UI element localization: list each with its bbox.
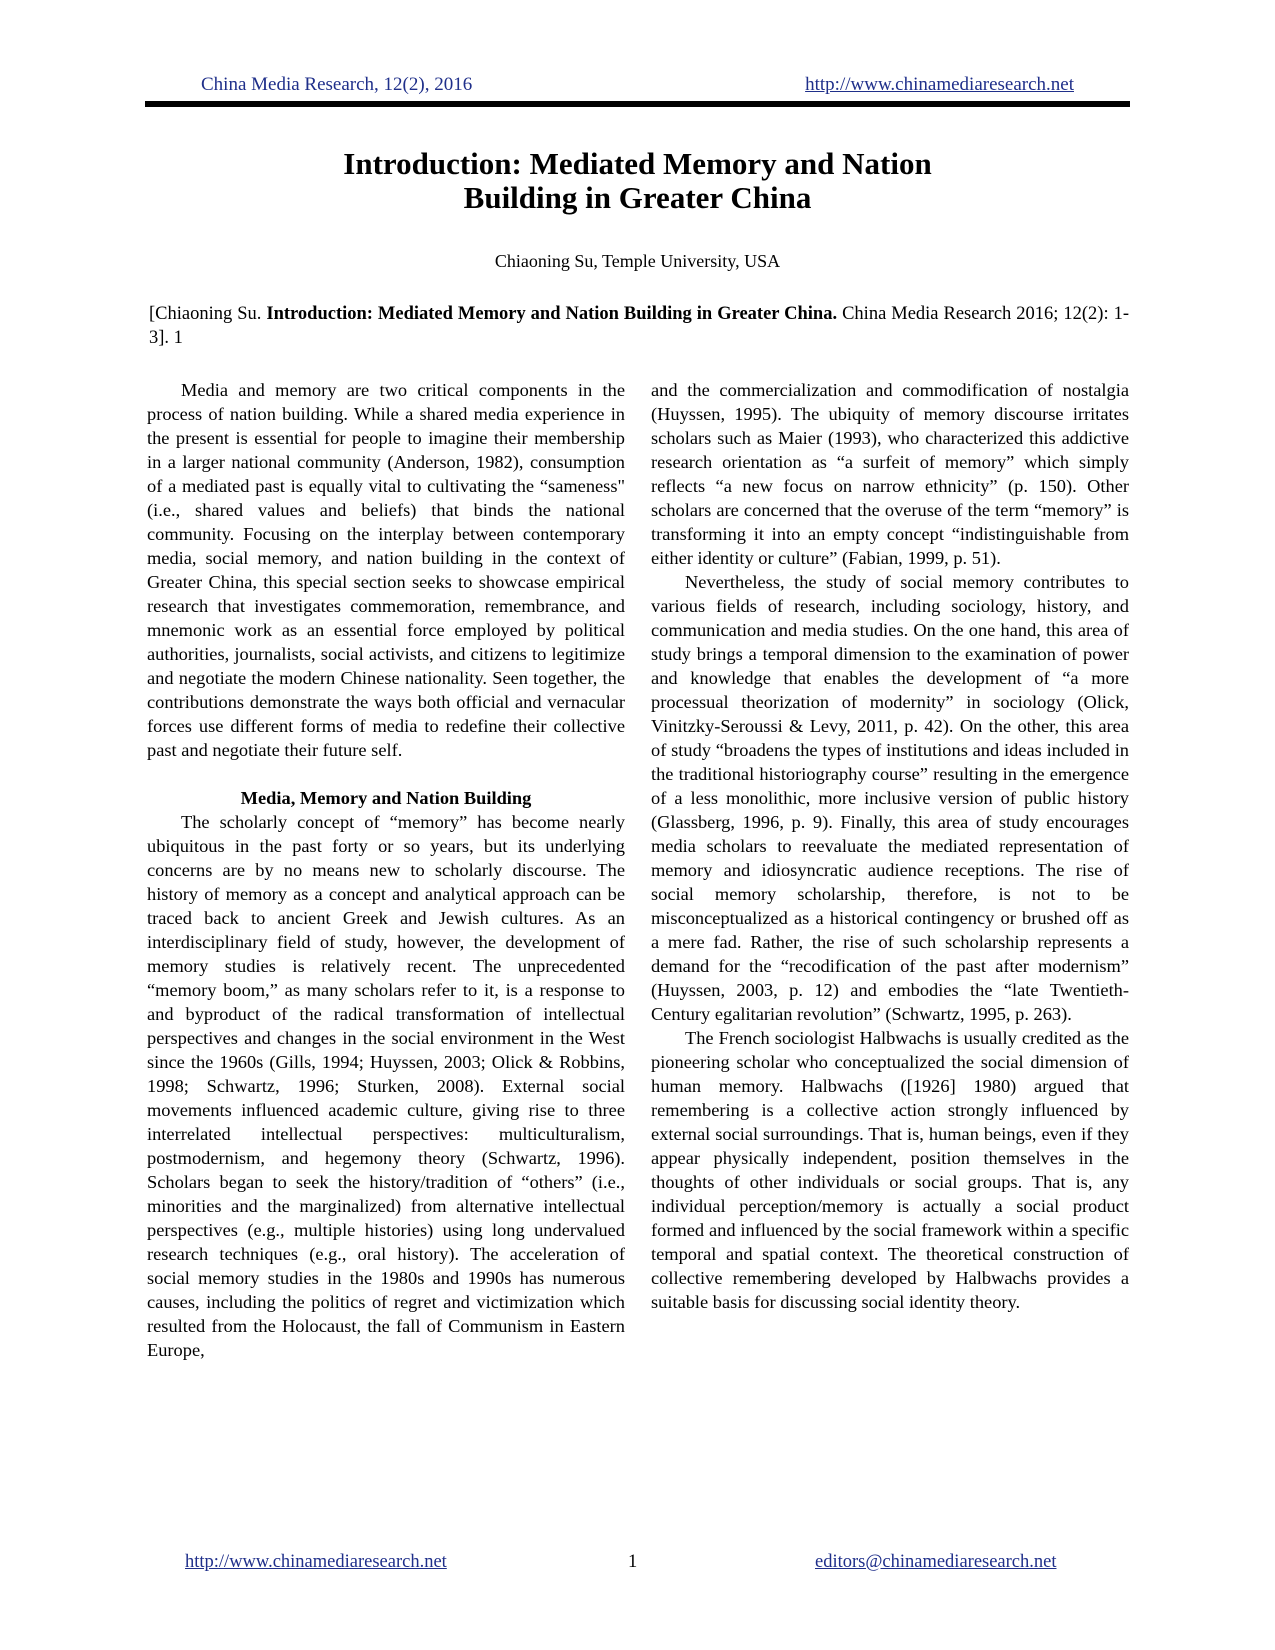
citation-suffix: China Media Research 2016; 12(2): 1-3]. 1 — [149, 304, 1130, 348]
article-title-line1: Introduction: Mediated Memory and Nation — [343, 146, 932, 181]
journal-name: China Media Research, 12(2), 2016 — [201, 74, 473, 95]
left-column — [147, 378, 625, 1362]
header-url-link[interactable]: http://www.chinamediaresearch.net — [805, 74, 1074, 95]
article-title-line2: Building in Greater China — [463, 180, 812, 215]
citation-prefix: [Chiaoning Su. — [149, 304, 267, 324]
footer-email-link[interactable]: editors@chinamediaresearch.net — [815, 1552, 1057, 1572]
section-heading: Media, Memory and Nation Building — [240, 788, 532, 808]
paragraph: The scholarly concept of “memory” has become nearly ubiquitous in the past forty or so years, but its underlying concerns are by no means new to scholarly discourse. The history of memory as a concept and analytical approach can be traced back to ancient Greek and Jewish cultures. As an interdisciplinary field of study, however, the development of memory studies is relatively recent. The unprecedented “memory boom,” as many scholars refer to it, is a response to and byproduct of the radical transformation of intellectual perspectives and changes in the social environment in the West since the 1960s (Gills, 1994; Huyssen, 2003; Olick & Robbins, 1998; Schwartz, 1996; Sturken, 2008). External social movements influenced academic culture, giving rise to three interrelated intellectual perspectives: multiculturalism, postmodernism, and hegemony theory (Schwartz, 1996). Scholars began to seek the history/tradition of “others” (i.e., minorities and the marginalized) from alternative intellectual perspectives (e.g., multiple histories) using long undervalued research techniques (e.g., oral history). The acceleration of social memory studies in the 1980s and 1990s has numerous causes, including the politics of regret and victimization which resulted from the Holocaust, the fall of Communism in Eastern Europe, — [147, 812, 625, 1360]
footer-url-link[interactable]: http://www.chinamediaresearch.net — [185, 1552, 447, 1572]
header-rule — [145, 101, 1130, 107]
running-header — [145, 74, 1130, 100]
author-affiliation: Chiaoning Su, Temple University, USA — [494, 251, 781, 271]
citation — [149, 302, 1129, 350]
page-number: 1 — [628, 1552, 638, 1572]
paragraph: The French sociologist Halbwachs is usually credited as the pioneering scholar who conceptualized the social dimension of human memory. Halbwachs ([1926] 1980) argued that remembering is a collective action strongly influenced by external social surroundings. That is, human beings, even if they appear physically independent, position themselves in the thoughts of other individuals or social groups. That is, any individual perception/memory is actually a social product formed and influenced by the social framework within a specific temporal and spatial context. The theoretical construction of collective remembering developed by Halbwachs provides a suitable basis for discussing social identity theory. — [651, 1028, 1129, 1312]
paragraph: Nevertheless, the study of social memory contributes to various fields of research, including sociology, history, and communication and media studies. On the one hand, this area of study brings a temporal dimension to the examination of power and knowledge that enables the development of “a more processual theorization of modernity” in sociology (Olick, Vinitzky-Seroussi & Levy, 2011, p. 42). On the other, this area of study “broadens the types of institutions and ideas included in the traditional historiography course” resulting in the emergence of a less monolithic, more inclusive version of public history (Glassberg, 1996, p. 9). Finally, this area of study encourages media scholars to reevaluate the mediated representation of memory and idiosyncratic audience receptions. The rise of social memory scholarship, therefore, is not to be misconceptualized as a historical contingency or brushed off as a mere fad. Rather, the rise of such scholarship represents a demand for the “recodification of the past after modernism” (Huyssen, 2003, p. 12) and embodies the “late Twentieth-Century egalitarian revolution” (Schwartz, 1995, p. 263). — [651, 572, 1129, 1024]
right-column — [651, 378, 1129, 1314]
citation-title: Introduction: Mediated Memory and Nation Building in Greater China. — [266, 304, 838, 324]
paragraph: and the commercialization and commodification of nostalgia (Huyssen, 1995). The ubiquity of memory discourse irritates scholars such as Maier (1993), who characterized this addictive research orientation as “a surfeit of memory” which simply reflects “a new focus on narrow ethnicity” (p. 150). Other scholars are concerned that the overuse of the term “memory” is transforming it into an empty concept “indistinguishable from either identity or culture” (Fabian, 1999, p. 51). — [651, 380, 1129, 568]
article-title — [145, 147, 1130, 215]
paragraph: Media and memory are two critical components in the process of nation building. While a shared media experience in the present is essential for people to imagine their membership in a larger national community (Anderson, 1982), consumption of a mediated past is equally vital to cultivating the “sameness" (i.e., shared values and beliefs) that binds the national community. Focusing on the interplay between contemporary media, social memory, and nation building in the context of Greater China, this special section seeks to showcase empirical research that investigates commemoration, remembrance, and mnemonic work as an essential force employed by political authorities, journalists, social activists, and citizens to legitimize and negotiate the modern Chinese nationality. Seen together, the contributions demonstrate the ways both official and vernacular forces use different forms of media to redefine their collective past and negotiate their future self. — [147, 380, 625, 760]
